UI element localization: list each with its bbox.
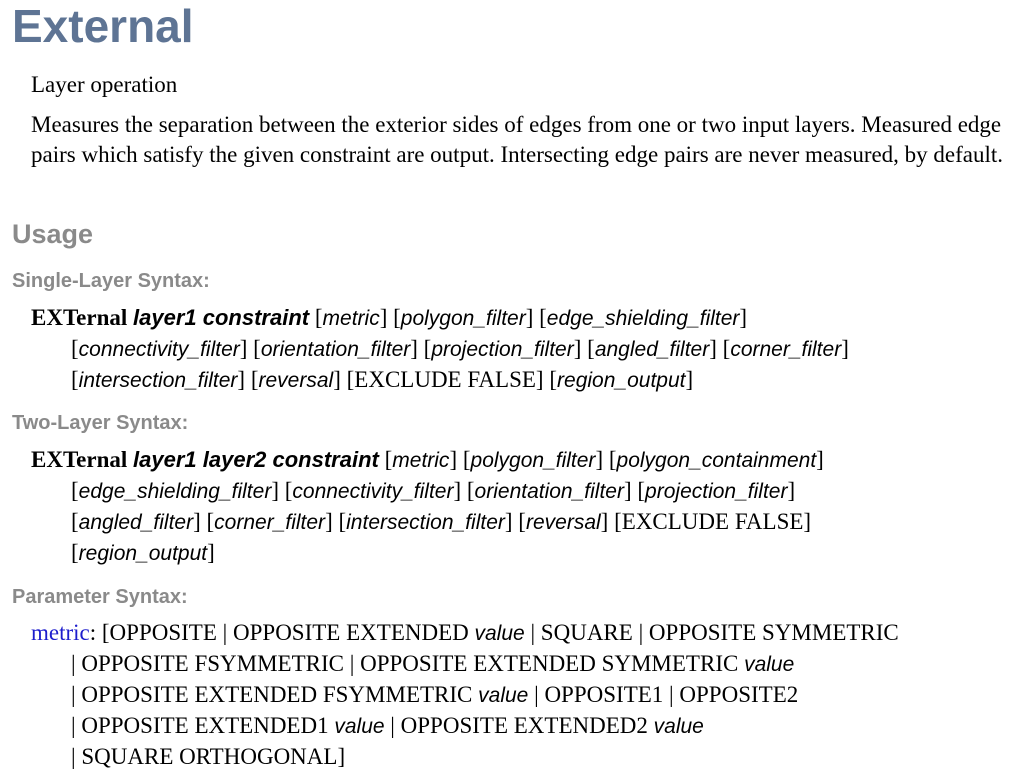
opt-arg: edge_shielding_filter (546, 307, 740, 330)
exclude-option: [EXCLUDE FALSE] (346, 367, 544, 392)
operation-type: Layer operation (31, 72, 178, 97)
parameter-name[interactable]: metric (31, 620, 90, 645)
opt-arg: connectivity_filter (78, 338, 240, 361)
single-layer-heading: Single-Layer Syntax: (12, 270, 210, 292)
opt-arg: polygon_filter (470, 449, 596, 472)
opt-arg: polygon_filter (400, 307, 526, 330)
single-layer-syntax (31, 303, 1016, 396)
opt-arg: connectivity_filter (292, 480, 454, 503)
opt-arg: orientation_filter (474, 480, 624, 503)
page-title: External (12, 0, 194, 52)
syntax-line: [intersection_filter] [reversal] [EXCLUDE FALSE] [region_output] (71, 367, 694, 392)
opt-arg: reversal (258, 369, 334, 392)
opt-arg: projection_filter (645, 480, 788, 503)
opt-arg: edge_shielding_filter (78, 480, 272, 503)
param-text: | SQUARE ORTHOGONAL] (71, 744, 346, 769)
value-placeholder: value (653, 715, 704, 738)
opt-arg: metric (322, 307, 380, 330)
param-text: | OPPOSITE FSYMMETRIC | OPPOSITE EXTENDED SYMMETRIC (71, 651, 745, 676)
syntax-line (71, 742, 1016, 772)
syntax-line: [connectivity_filter] [orientation_filter] [projection_filter] [angled_filter] [corner_filter] (71, 336, 849, 361)
value-placeholder: value (744, 653, 795, 676)
description: Measures the separation between the exterior sides of edges from one or two input layers. Measured edge pairs which satisfy the given constraint are output. Intersecting edge pairs are never measured, by default. (31, 112, 1004, 167)
two-layer-heading: Two-Layer Syntax: (12, 412, 189, 434)
value-placeholder: value (478, 684, 529, 707)
param-text: | SQUARE | OPPOSITE SYMMETRIC (524, 620, 899, 645)
value-placeholder: value (474, 622, 525, 645)
syntax-line: EXTernal layer1 layer2 constraint [metric] [polygon_filter] [polygon_containment] (31, 447, 824, 472)
exclude-option: [EXCLUDE FALSE] (614, 509, 812, 534)
syntax-line: [region_output] (71, 540, 215, 565)
opt-arg: corner_filter (214, 511, 326, 534)
syntax-line: [edge_shielding_filter] [connectivity_filter] [orientation_filter] [projection_filter] (71, 478, 796, 503)
param-text: : [OPPOSITE | OPPOSITE EXTENDED (89, 620, 475, 645)
opt-arg: intersection_filter (78, 369, 238, 392)
opt-arg: angled_filter (78, 511, 194, 534)
parameter-syntax (31, 618, 1016, 772)
param-text: | OPPOSITE EXTENDED1 (71, 713, 335, 738)
opt-arg: polygon_containment (616, 449, 817, 472)
keyword: EXTernal (31, 447, 128, 472)
two-layer-syntax (31, 445, 1016, 569)
opt-arg: projection_filter (431, 338, 574, 361)
syntax-line (71, 711, 1016, 742)
opt-arg: angled_filter (594, 338, 710, 361)
required-args: layer1 constraint (133, 305, 310, 330)
required-args: layer1 layer2 constraint (133, 447, 379, 472)
opt-arg: metric (392, 449, 450, 472)
syntax-line: EXTernal layer1 constraint [metric] [polygon_filter] [edge_shielding_filter] (31, 305, 748, 330)
opt-arg: reversal (525, 511, 601, 534)
syntax-line: [angled_filter] [corner_filter] [intersection_filter] [reversal] [EXCLUDE FALSE] (71, 509, 812, 534)
syntax-line (71, 680, 1016, 711)
opt-arg: orientation_filter (260, 338, 411, 361)
usage-heading: Usage (12, 219, 94, 249)
parameter-heading: Parameter Syntax: (12, 586, 188, 608)
value-placeholder: value (334, 715, 385, 738)
param-text: | OPPOSITE1 | OPPOSITE2 (528, 682, 799, 707)
keyword: EXTernal (31, 305, 128, 330)
opt-arg: region_output (78, 542, 208, 565)
opt-arg: intersection_filter (346, 511, 505, 534)
syntax-line (31, 618, 1016, 649)
syntax-line (71, 649, 1016, 680)
opt-arg: region_output (557, 369, 686, 392)
param-text: | OPPOSITE EXTENDED FSYMMETRIC (71, 682, 479, 707)
opt-arg: corner_filter (730, 338, 842, 361)
param-text: | OPPOSITE EXTENDED2 (384, 713, 654, 738)
